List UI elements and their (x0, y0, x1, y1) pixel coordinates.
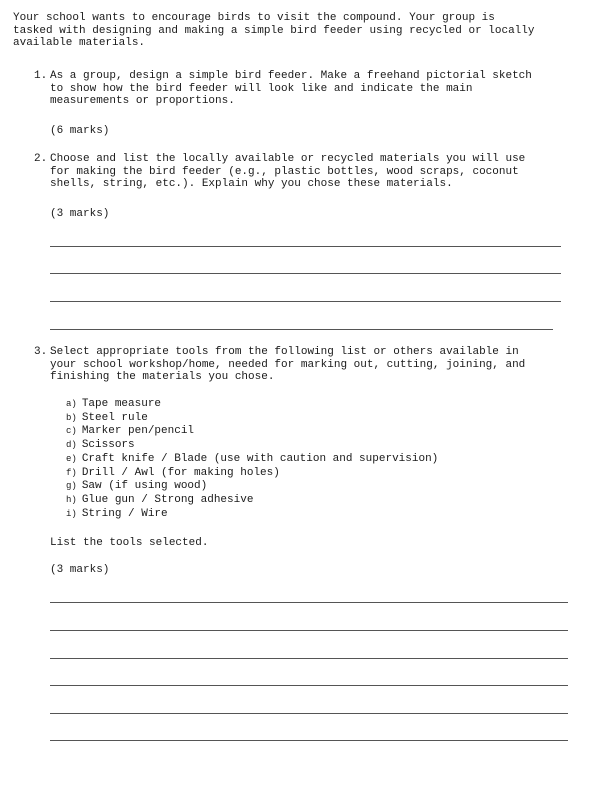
tools-list (66, 398, 438, 521)
answer-line[interactable] (50, 740, 568, 741)
answer-line[interactable] (50, 685, 568, 686)
marks-label: (3 marks) (50, 208, 110, 220)
list-item (66, 398, 438, 412)
list-letter: a) (66, 399, 77, 409)
intro-line: available materials. (13, 37, 146, 50)
list-text: Steel rule (81, 411, 148, 424)
list-text: Marker pen/pencil (81, 425, 195, 438)
question-line: Choose and list the locally available or recycled materials you will use (50, 153, 526, 165)
list-item (66, 494, 438, 508)
list-item (66, 453, 438, 467)
list-text: Drill / Awl (for making holes) (81, 466, 280, 479)
list-item (66, 508, 438, 522)
answer-line[interactable] (50, 246, 561, 247)
question-text (50, 70, 532, 108)
question-line: your school workshop/home, needed for marking out, cutting, joining, and (50, 358, 526, 371)
list-item (66, 439, 438, 453)
question-line: measurements or proportions. (50, 95, 235, 108)
list-text: Tape measure (81, 398, 162, 410)
question-number: 1. (34, 70, 48, 82)
instruction-text: List the tools selected. (50, 537, 209, 549)
answer-line[interactable] (50, 329, 553, 330)
list-letter: e) (66, 453, 77, 464)
question-line: finishing the materials you chose. (50, 371, 275, 384)
list-text: Saw (if using wood) (81, 480, 208, 493)
list-letter: d) (66, 440, 77, 451)
intro-line: Your school wants to encourage birds to visit the compound. Your group is (13, 12, 495, 24)
list-letter: c) (66, 426, 77, 437)
question-line: to show how the bird feeder will look like and indicate the main (50, 82, 473, 95)
intro-paragraph (13, 12, 535, 50)
list-item (66, 467, 438, 481)
marks-label: (6 marks) (50, 125, 110, 137)
list-text: Glue gun / Strong adhesive (81, 493, 254, 506)
question-number: 3. (34, 346, 48, 358)
marks-label: (3 marks) (50, 564, 110, 576)
question-text (50, 153, 525, 191)
question-text (50, 346, 525, 384)
list-letter: f) (66, 467, 77, 478)
intro-line: tasked with designing and making a simple bird feeder using recycled or locally (13, 24, 535, 37)
answer-line[interactable] (50, 273, 561, 274)
answer-line[interactable] (50, 630, 568, 631)
list-letter: h) (66, 494, 77, 505)
list-item (66, 412, 438, 426)
question-line: Select appropriate tools from the following list or others available in (50, 346, 519, 358)
list-letter: g) (66, 481, 77, 492)
question-line: for making the bird feeder (e.g., plastic bottles, wood scraps, coconut (50, 165, 519, 178)
answer-line[interactable] (50, 713, 568, 714)
list-item (66, 425, 438, 439)
list-letter: b) (66, 412, 77, 423)
answer-line[interactable] (50, 602, 568, 603)
answer-line[interactable] (50, 658, 568, 659)
list-letter: i) (66, 508, 77, 519)
list-item (66, 480, 438, 494)
answer-line[interactable] (50, 301, 561, 302)
list-text: Scissors (81, 439, 135, 452)
question-number: 2. (34, 153, 48, 165)
list-text: String / Wire (81, 507, 168, 520)
question-line: shells, string, etc.). Explain why you chose these materials. (50, 178, 453, 191)
list-text: Craft knife / Blade (use with caution and supervision) (81, 452, 439, 465)
question-line: As a group, design a simple bird feeder. Make a freehand pictorial sketch (50, 70, 532, 82)
